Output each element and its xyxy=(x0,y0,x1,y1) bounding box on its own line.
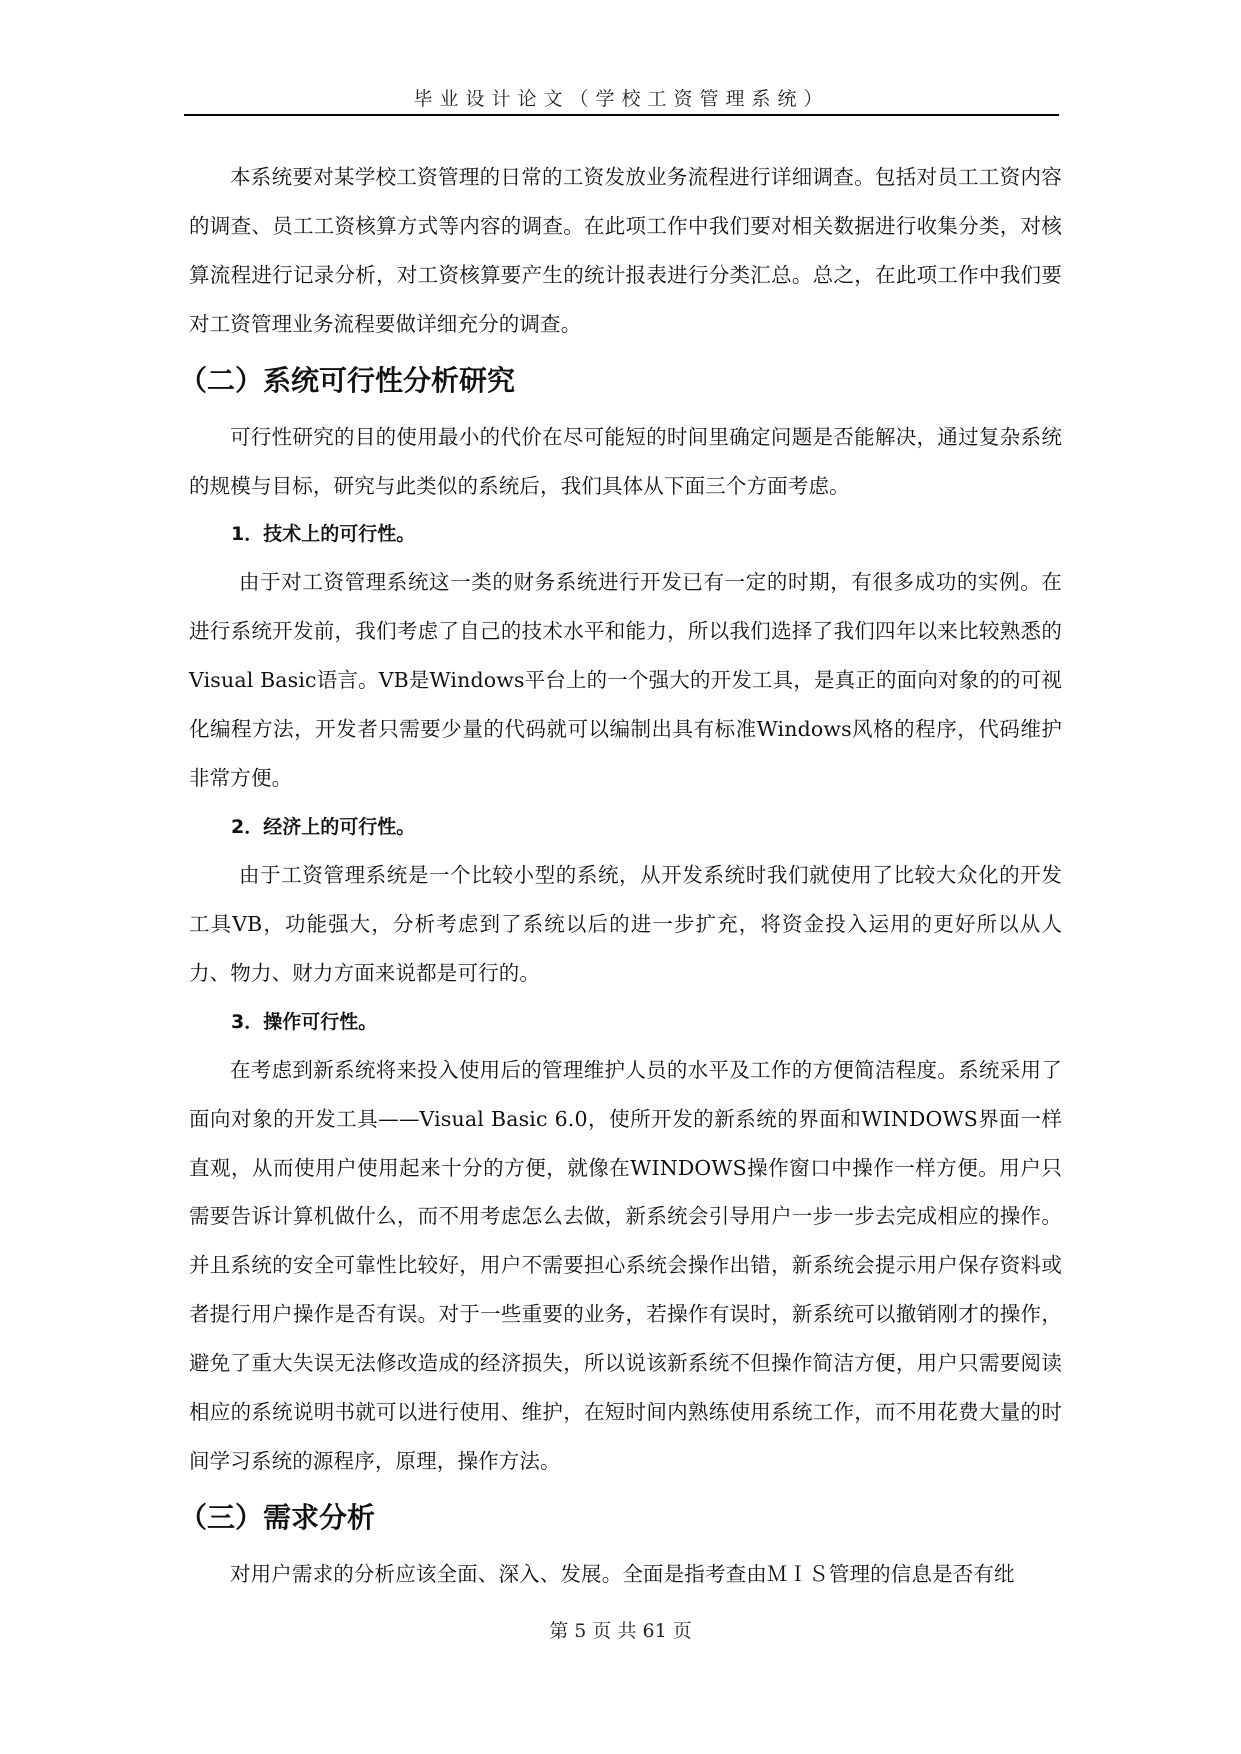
running-header: 毕业设计论文（学校工资管理系统） xyxy=(413,88,830,110)
page-body xyxy=(179,153,1062,1599)
paragraph-requirements: 对用户需求的分析应该全面、深入、发展。全面是指考查由ＭＩＳ管理的信息是否有纰 xyxy=(230,1561,1015,1586)
paragraph-operational: 在考虑到新系统将来投入使用后的管理维护人员的水平及工作的方便简洁程度。系统采用了面向对象的开发工具——Visual Basic 6.0，使所开发的新系统的界面和WINDOWS界面一样直观，从而使用户使用起来十分的方便，就像在WINDOWS操作窗口中操作一样方便。用户只需要告诉计算机做什么，而不用考虑怎么去做，新系统会引导用户一步一步去完成相应的操作。并且系统的安全可靠性比较好，用户不需要担心系统会操作出错，新系统会提示用户保存资料或者提行用户操作是否有误。对于一些重要的业务，若操作有误时，新系统可以撤销刚才的操作，避免了重大失误无法修改造成的经济损失，所以说该新系统不但操作简洁方便，用户只需要阅读相应的系统说明书就可以进行使用、维护，在短时间内熟练使用系统工作，而不用花费大量的时间学习系统的源程序，原理，操作方法。 xyxy=(189,1057,1062,1473)
subheading-technical: 1．技术上的可行性。 xyxy=(231,523,416,546)
subheading-operational: 3．操作可行性。 xyxy=(231,1010,378,1033)
header-rule xyxy=(184,114,1059,116)
paragraph-feasibility-intro: 可行性研究的目的使用最小的代价在尽可能短的时间里确定问题是否能解决，通过复杂系统的规模与目标，研究与此类似的系统后，我们具体从下面三个方面考虑。 xyxy=(189,424,1062,498)
paragraph-technical: 由于对工资管理系统这一类的财务系统进行开发已有一定的时期，有很多成功的实例。在进行系统开发前，我们考虑了自己的技术水平和能力，所以我们选择了我们四年以来比较熟悉的Visual Basic语言。VB是Windows平台上的一个强大的开发工具，是真正的面向对象的的可视化编程方法，开发者只需要少量的代码就可以编制出具有标准Windows风格的程序，代码维护非常方便。 xyxy=(189,570,1062,791)
subheading-economic: 2．经济上的可行性。 xyxy=(231,815,416,838)
section-heading-requirements: （三）需求分析 xyxy=(179,1500,376,1534)
page-number: 第 5 页 共 61 页 xyxy=(549,1620,692,1642)
section-heading-feasibility: （二）系统可行性分析研究 xyxy=(179,363,516,397)
paragraph-economic: 由于工资管理系统是一个比较小型的系统，从开发系统时我们就使用了比较大众化的开发工具VB，功能强大，分析考虑到了系统以后的进一步扩充，将资金投入运用的更好所以从人力、物力、财力方面来说都是可行的。 xyxy=(189,862,1062,985)
paragraph-survey: 本系统要对某学校工资管理的日常的工资发放业务流程进行详细调查。包括对员工工资内容的调查、员工工资核算方式等内容的调查。在此项工作中我们要对相关数据进行收集分类，对核算流程进行记录分析，对工资核算要产生的统计报表进行分类汇总。总之，在此项工作中我们要对工资管理业务流程要做详细充分的调查。 xyxy=(189,165,1062,336)
